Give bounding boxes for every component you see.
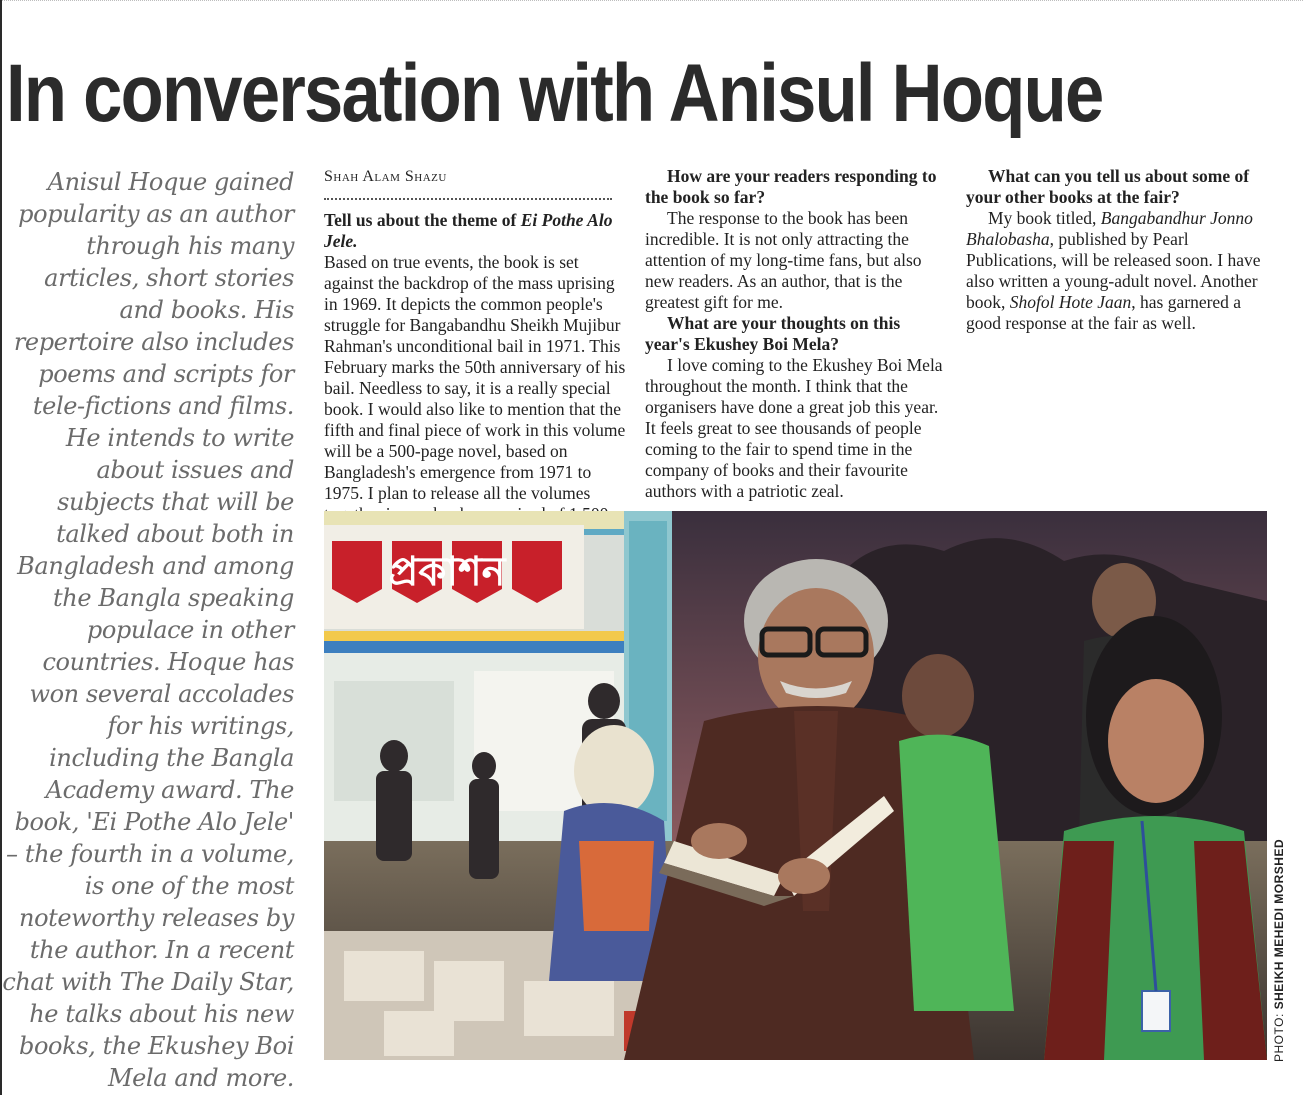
intro-blurb: Anisul Hoque gained popularity as an author through his many articles, short stories and books. His repertoire also includes poems and scripts for tele-fictions and films. He intends to write about issues and subjects that will be talked about both in Bangladesh and among the Bangla speaking populace in other countries. Hoque has won several accolades for his writings, including the Bangla Academy award. The book, 'Ei Pothe Alo Jele' – the fourth in a volume, is one of the most noteworthy releases by the author. In a recent chat with The Daily Star, he talks about his new books, the Ekushey Boi Mela and more. xyxy=(2,168,294,1092)
answer-2: The response to the book has been incredible. It is not only attracting the attention of my long-time fans, but also new readers. As an author, that is the greatest gift for me. xyxy=(645,208,922,312)
question-1-text: Tell us about the theme of xyxy=(324,210,521,230)
answer-3: I love coming to the Ekushey Boi Mela throughout the month. I think that the organisers have done a great job this year. It feels great to see thousands of people coming to the fair to spend time in the company of books and their favourite authors with a patriotic zeal. xyxy=(645,355,943,501)
article-photo xyxy=(324,511,1267,1060)
question-2: How are your readers responding to the book so far? xyxy=(645,166,937,207)
photo-credit-name: SHEIKH MEHEDI MORSHED xyxy=(1272,838,1286,1010)
headline: In conversation with Anisul Hoque xyxy=(6,48,1103,139)
question-4: What can you tell us about some of your other books at the fair? xyxy=(966,166,1250,207)
article-column-2 xyxy=(645,166,947,502)
answer-4-book-title: Bangabandhur Jonno Bhalobasha xyxy=(966,208,1253,249)
question-1-book-title: Ei Pothe Alo Jele. xyxy=(324,210,613,251)
answer-4-part: , published by Pearl Publications, will be released soon. I have also written a young-adult novel. Another book, xyxy=(966,229,1261,312)
answer-1: Based on true events, the book is set against the backdrop of the mass uprising in 1969. It depicts the common people's struggle for Bangabandhu Sheikh Mujibur Rahman's unconditional bail in 1971. This February marks the 50th anniversary of his bail. Needless to say, it is a really special book. I would also like to mention that the fifth and final piece of work in this volume will be a 500-page novel, based on Bangladesh's emergence from 1971 to 1975. I plan to release all the volumes xyxy=(324,252,626,503)
answer-4-book-title: Shofol Hote Jaan xyxy=(1009,292,1132,312)
question-3: What are your thoughts on this year's Ekushey Boi Mela? xyxy=(645,313,901,354)
top-rule xyxy=(0,0,1303,4)
photo-illustration xyxy=(324,511,1267,1060)
answer-4-part: My book titled, xyxy=(988,208,1101,228)
photo-credit xyxy=(1272,839,1286,1062)
answer-4 xyxy=(966,208,1268,334)
byline: Shah Alam Shazu xyxy=(324,168,447,185)
answer-4-part: , has garnered a good response at the fair as well. xyxy=(966,292,1242,333)
article-column-1 xyxy=(324,166,626,546)
photo-credit-label: PHOTO: xyxy=(1272,1009,1286,1062)
article-column-3 xyxy=(966,166,1268,334)
stall-sign-text: প্রকাশন xyxy=(388,549,506,595)
question-1 xyxy=(324,210,626,252)
byline-divider xyxy=(324,188,612,200)
